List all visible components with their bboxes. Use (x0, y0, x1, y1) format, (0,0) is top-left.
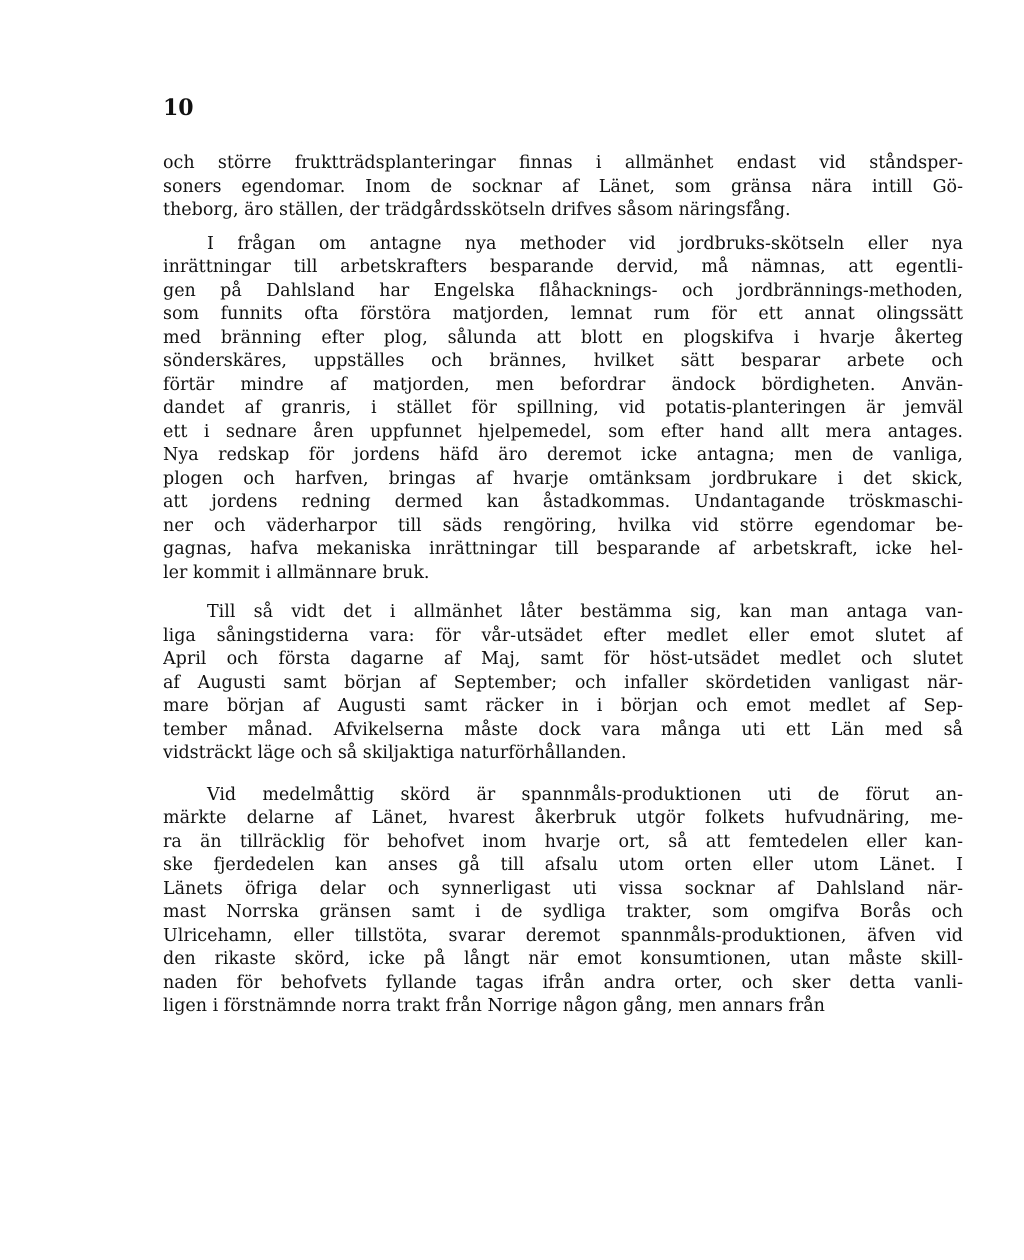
text-line: mast Norrska gränsen samt i de sydliga trakter, som omgifva Borås och (163, 902, 963, 922)
text-line: theborg, äro ställen, der trädgårdsskötseln drifves såsom näringsfång. (163, 200, 791, 220)
text-line: Länets öfriga delar och synnerligast uti vissa socknar af Dahlsland när- (163, 878, 963, 899)
text-line: den rikaste skörd, icke på långt när emot konsumtionen, utan måste skill- (163, 949, 963, 969)
text-line: att jordens redning dermed kan åstadkommas. Undantagande tröskmaschi- (163, 492, 963, 512)
text-line: liga såningstiderna vara: för vår-utsädet efter medlet eller emot slutet af (163, 625, 963, 646)
text-line: mare början af Augusti samt räcker in i början och emot medlet af Sep- (163, 696, 963, 716)
paragraph (163, 233, 963, 586)
text-line: och större fruktträdsplanteringar finnas i allmänhet endast vid ståndsper- (163, 153, 963, 173)
text-line: inrättningar till arbetskrafters besparande dervid, må nämnas, att egentli- (163, 257, 963, 277)
text-line: naden för behofvets fyllande tagas ifrån andra orter, och sker detta vanli- (163, 972, 963, 993)
text-line: soners egendomar. Inom de socknar af Länet, som gränsa nära intill Gö- (163, 176, 963, 197)
text-line: ra än tillräcklig för behofvet inom hvarje ort, så att femtedelen eller kan- (163, 831, 963, 852)
body-text (163, 152, 963, 1019)
text-line: ler kommit i allmännare bruk. (163, 562, 430, 583)
text-line: som funnits ofta förstöra matjorden, lemnat rum för ett annat olingssätt (163, 304, 963, 324)
text-line: April och första dagarne af Maj, samt för höst-utsädet medlet och slutet (163, 649, 963, 669)
text-line: ligen i förstnämnde norra trakt från Norrige någon gång, men annars från (163, 996, 825, 1016)
text-line: plogen och harfven, bringas af hvarje omtänksam jordbrukare i det skick, (163, 468, 963, 489)
text-line: märkte delarne af Länet, hvarest åkerbruk utgör folkets hufvudnäring, me- (163, 808, 963, 828)
text-line: vidsträckt läge och så skiljaktiga naturförhållanden. (163, 743, 627, 763)
text-line: Vid medelmåttig skörd är spannmåls-produktionen uti de förut an- (207, 784, 963, 805)
paragraph (163, 784, 963, 1019)
text-line: Ulricehamn, eller tillstöta, svarar deremot spannmåls-produktionen, äfven vid (163, 925, 963, 946)
text-line: Nya redskap för jordens häfd äro deremot icke antagna; men de vanliga, (163, 445, 963, 465)
text-line: ett i sednare åren uppfunnet hjelpemedel, som efter hand allt mera antages. (163, 421, 963, 442)
text-line: gen på Dahlsland har Engelska flåhacknings- och jordbrännings-methoden, (163, 280, 963, 301)
text-line: Till så vidt det i allmänhet låter bestämma sig, kan man antaga van- (207, 602, 963, 622)
page-number: 10 (163, 95, 194, 121)
text-line: gagnas, hafva mekaniska inrättningar till besparande af arbetskraft, icke hel- (163, 539, 963, 559)
text-line: af Augusti samt början af September; och infaller skördetiden vanligast när- (163, 672, 963, 693)
text-line: I frågan om antagne nya methoder vid jordbruks-skötseln eller nya (207, 233, 963, 254)
text-line: förtär mindre af matjorden, men befordrar ändock bördigheten. Använ- (163, 374, 963, 395)
text-line: sönderskäres, uppställes och brännes, hvilket sätt besparar arbete och (163, 351, 963, 371)
paragraph (163, 152, 963, 223)
paragraph (163, 601, 963, 766)
text-line: ske fjerdedelen kan anses gå till afsalu utom orten eller utom Länet. I (163, 855, 963, 875)
text-line: med bränning efter plog, sålunda att blott en plogskifva i hvarje åkerteg (163, 327, 963, 348)
text-line: dandet af granris, i stället för spillning, vid potatis-planteringen är jemväl (163, 398, 963, 418)
text-line: tember månad. Afvikelserna måste dock vara många uti ett Län med så (163, 719, 963, 740)
text-line: ner och väderharpor till säds rengöring, hvilka vid större egendomar be- (163, 515, 963, 536)
